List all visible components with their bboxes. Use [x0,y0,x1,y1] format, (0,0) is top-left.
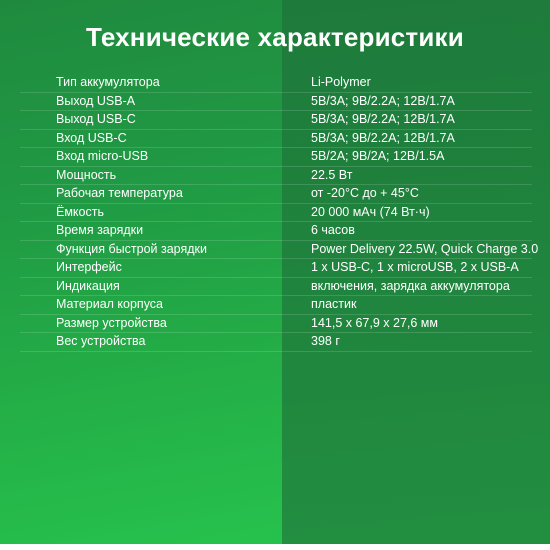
spec-row [20,278,532,297]
spec-row [20,241,539,260]
spec-value: 20 000 мАч (74 Вт·ч) [311,204,430,219]
spec-row [20,204,532,223]
spec-label: Материал корпуса [56,297,164,311]
spec-value: 398 г [311,334,340,348]
spec-value: Power Delivery 22.5W, Quick Charge 3.0 [311,241,539,256]
spec-label: Ёмкость [56,204,104,219]
spec-label: Интерфейс [56,260,122,274]
spec-row [20,74,532,93]
spec-row [20,167,532,186]
spec-row [20,130,532,149]
spec-label: Размер устройства [56,315,167,330]
page-title: Технические характеристики [86,22,464,52]
spec-row [20,93,532,112]
spec-label: Вес устройства [56,334,146,348]
spec-label: Выход USB-C [56,112,136,126]
spec-row [20,222,532,241]
spec-label: Вход USB-C [56,130,127,145]
spec-value: 22.5 Вт [311,167,353,182]
spec-value: 5В/2А; 9В/2А; 12В/1.5А [311,149,445,163]
spec-value: Li-Polymer [311,75,371,89]
specs-table [20,74,539,352]
spec-value: 1 х USB-C, 1 х microUSB, 2 х USB-A [311,260,519,274]
spec-row [20,259,532,278]
spec-row [20,296,532,315]
spec-label: Выход USB-A [56,93,136,108]
spec-value: 6 часов [311,223,355,237]
spec-label: Рабочая температура [56,186,183,200]
spec-label: Функция быстрой зарядки [56,241,207,256]
spec-row [20,185,532,204]
spec-row [20,333,532,352]
spec-value: пластик [311,297,357,311]
spec-value: от -20°С до + 45°С [311,186,419,200]
spec-label: Тип аккумулятора [56,75,160,89]
spec-value: 5В/3А; 9В/2.2А; 12В/1.7А [311,130,455,145]
spec-value: 141,5 х 67,9 х 27,6 мм [311,315,438,330]
spec-value: 5В/3А; 9В/2.2А; 12В/1.7А [311,112,455,126]
spec-value: 5В/3А; 9В/2.2А; 12В/1.7А [311,93,455,108]
spec-label: Время зарядки [56,223,144,237]
spec-row [20,315,532,334]
spec-value: включения, зарядка аккумулятора [311,278,510,293]
spec-row [20,111,532,130]
spec-label: Мощность [56,167,117,182]
bottom-edge [0,544,550,550]
spec-label: Вход micro-USB [56,149,149,163]
spec-label: Индикация [56,278,120,293]
spec-row [20,148,532,167]
